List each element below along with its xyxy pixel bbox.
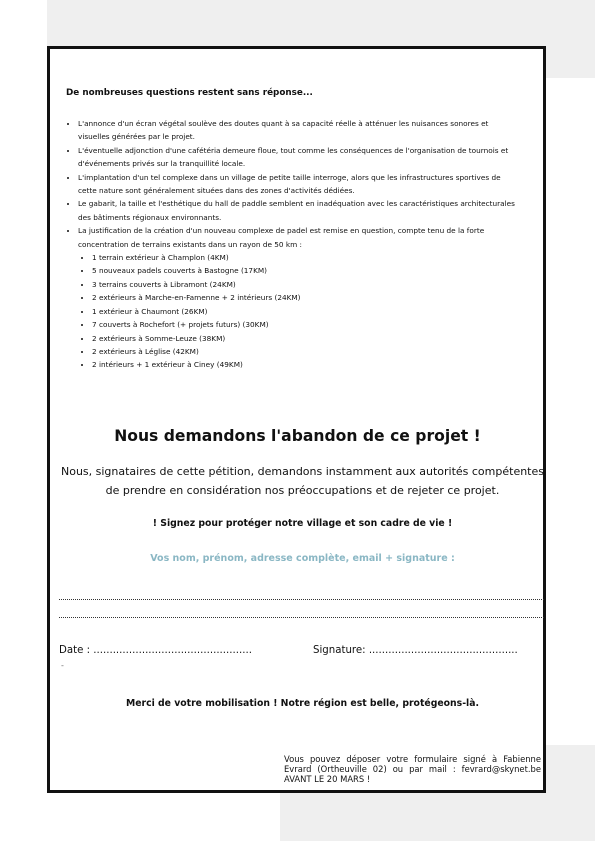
deposit-note: Vous pouvez déposer votre formulaire signé à Fabienne Evrard (Ortheuville 02) ou par mail : fevrard@skynet.be AVANT LE 20 MARS ! [284, 754, 541, 784]
court-item: • 2 extérieurs à Léglise (42KM) [92, 345, 518, 358]
concern-item-courts [78, 224, 518, 371]
main-title: Nous demandons l'abandon de ce projet ! [114, 427, 481, 445]
questions-heading: De nombreuses questions restent sans réponse... [66, 88, 313, 98]
signature-line-1[interactable] [59, 599, 544, 600]
court-item: • 1 extérieur à Chaumont (26KM) [92, 305, 518, 318]
concern-item-text: La justification de la création d'un nouveau complexe de padel est remise en question, compte tenu de la forte concentration de terrains existants dans un rayon de 50 km : [78, 226, 485, 249]
concern-item: • L'éventuelle adjonction d'une cafétéria demeure floue, tout comme les conséquences de l'organisation de tournois et d'événements privés sur la tranquillité locale. [78, 144, 518, 171]
petition-statement: Nous, signataires de cette pétition, demandons instamment aux autorités compétentes de prendre en considération nos préoccupations et de rejeter ce projet. [60, 465, 544, 497]
nearby-courts-list [78, 251, 518, 372]
signature-field[interactable]: Signature: .............................................. [313, 645, 518, 656]
court-item: • 3 terrains couverts à Libramont (24KM) [92, 278, 518, 291]
date-field[interactable]: Date : ................................................. [59, 645, 252, 656]
fields-label: Vos nom, prénom, adresse complète, email + signature : [150, 553, 455, 564]
call-to-action: ! Signez pour protéger notre village et son cadre de vie ! [152, 518, 453, 529]
court-item: • 2 intérieurs + 1 extérieur à Ciney (49KM) [92, 358, 518, 371]
court-item: • 2 extérieurs à Marche-en-Famenne + 2 intérieurs (24KM) [92, 291, 518, 304]
court-item: • 7 couverts à Rochefort (+ projets futurs) (30KM) [92, 318, 518, 331]
concern-item: • Le gabarit, la taille et l'esthétique du hall de paddle semblent en inadéquation avec les caractéristiques architecturales des bâtiments régionaux environnants. [78, 197, 518, 224]
court-item: • 1 terrain extérieur à Champlon (4KM) [92, 251, 518, 264]
concerns-list [66, 117, 518, 372]
stray-mark: - [61, 661, 64, 670]
signature-line-2[interactable] [59, 617, 544, 618]
court-item: • 2 extérieurs à Somme-Leuze (38KM) [92, 332, 518, 345]
court-item: • 5 nouveaux padels couverts à Bastogne (17KM) [92, 264, 518, 277]
thanks-message: Merci de votre mobilisation ! Notre région est belle, protégeons-là. [125, 698, 480, 709]
concern-item: • L'annonce d'un écran végétal soulève des doutes quant à sa capacité réelle à atténuer les nuisances sonores et visuelles générées par le projet. [78, 117, 518, 144]
concern-item: • L'implantation d'un tel complexe dans un village de petite taille interroge, alors que les infrastructures sportives de cette nature sont généralement situées dans des zones d'activités dédiées. [78, 171, 518, 198]
